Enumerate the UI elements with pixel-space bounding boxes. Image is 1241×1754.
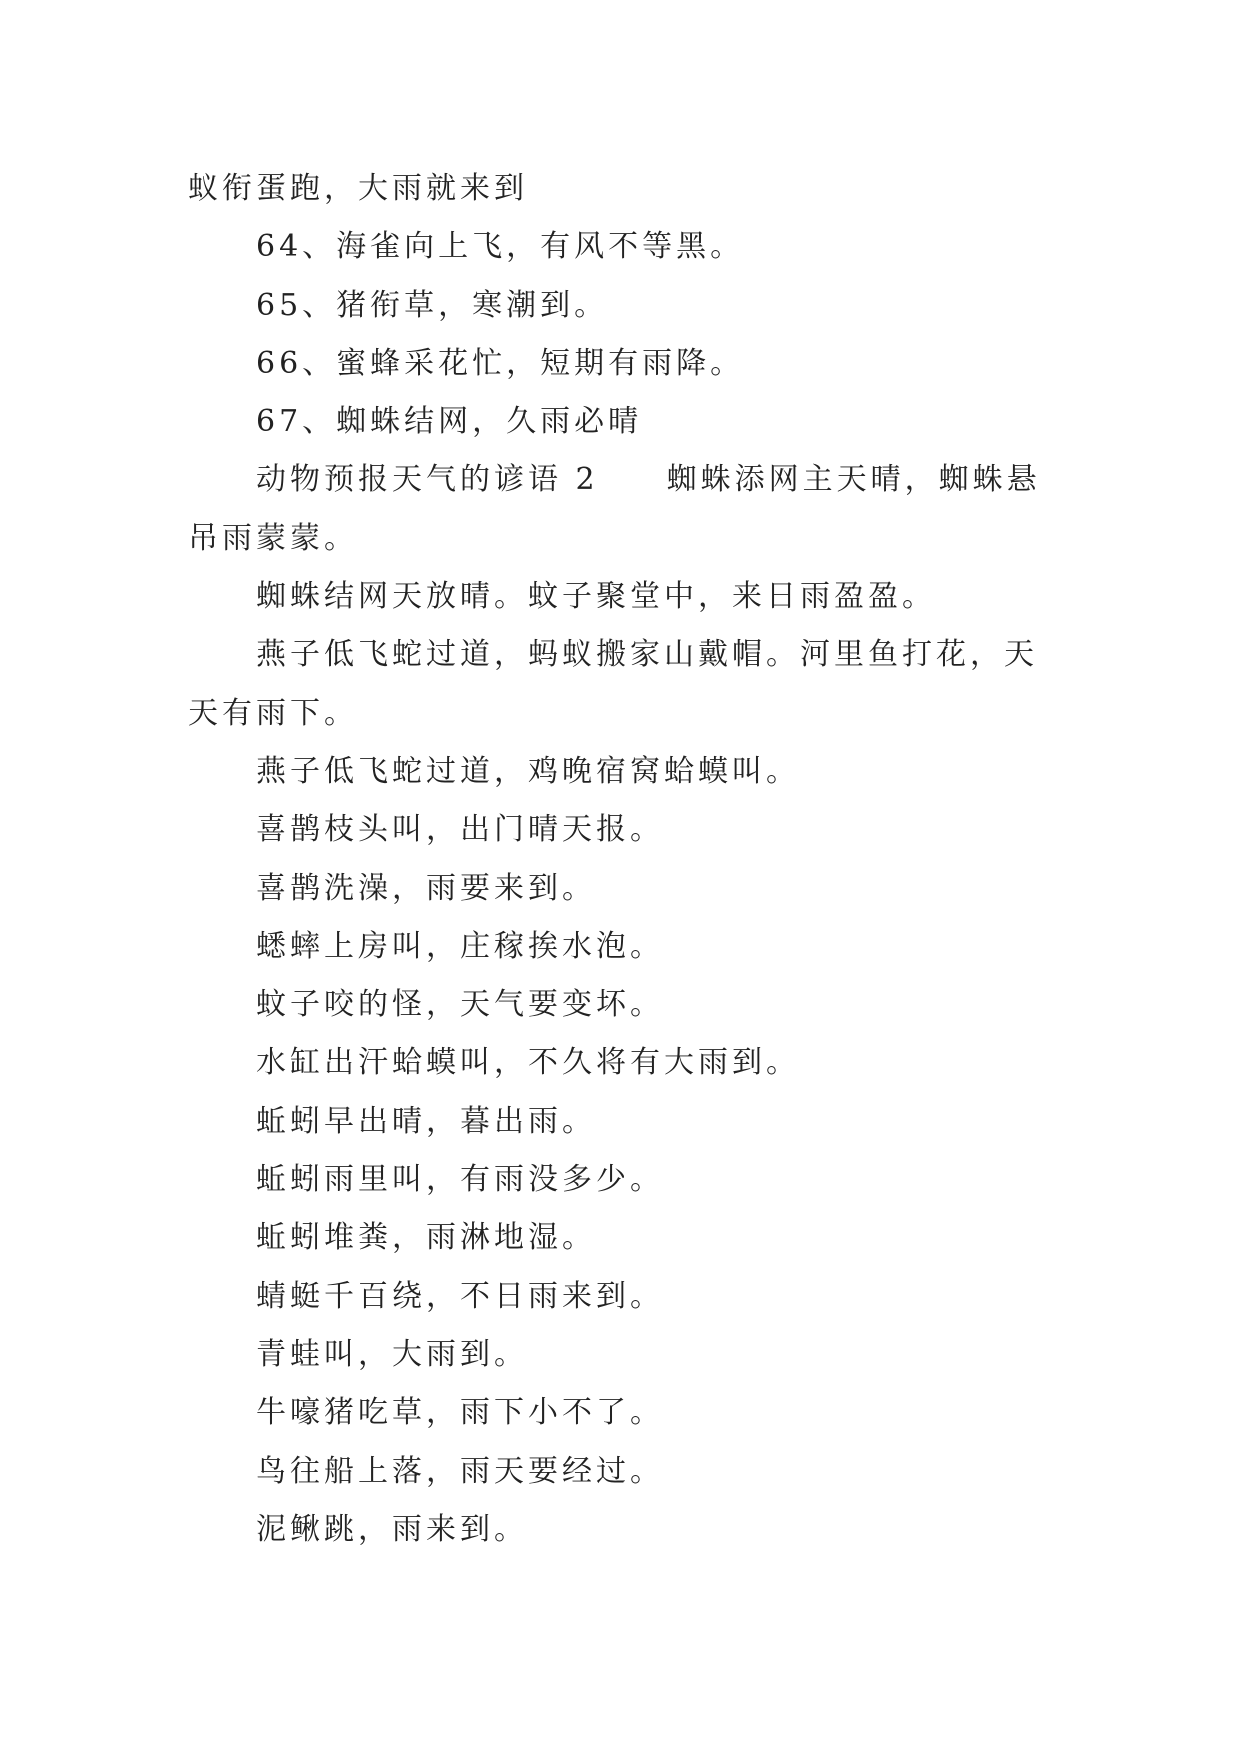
paragraph: 蚯蚓早出晴，暮出雨。 xyxy=(256,1103,596,1139)
paragraph: 牛嚎猪吃草，雨下小不了。 xyxy=(256,1395,664,1431)
section-heading-paragraph: 动物预报天气的谚语 2 蜘蛛添网主天晴，蜘蛛悬吊雨蒙蒙。 xyxy=(188,462,1041,556)
paragraph: 蜘蛛结网天放晴。蚊子聚堂中，来日雨盈盈。 xyxy=(256,579,936,615)
paragraph: 泥鳅跳，雨来到。 xyxy=(256,1511,528,1547)
paragraph: 蟋蟀上房叫，庄稼挨水泡。 xyxy=(256,928,664,964)
paragraph: 66、蜜蜂采花忙，短期有雨降。 xyxy=(256,345,745,381)
paragraph: 蚁衔蛋跑，大雨就来到 xyxy=(188,171,528,206)
paragraph: 65、猪衔草，寒潮到。 xyxy=(256,287,609,323)
paragraph: 蚯蚓雨里叫，有雨没多少。 xyxy=(256,1162,664,1198)
paragraph: 蚯蚓堆粪，雨淋地湿。 xyxy=(256,1220,596,1256)
document-body xyxy=(188,160,1058,1559)
paragraph: 鸟往船上落，雨天要经过。 xyxy=(256,1453,664,1489)
paragraph: 燕子低飞蛇过道，鸡晚宿窝蛤蟆叫。 xyxy=(256,753,800,789)
paragraph: 64、海雀向上飞，有风不等黑。 xyxy=(256,229,745,265)
paragraph: 蜻蜓千百绕，不日雨来到。 xyxy=(256,1278,664,1314)
paragraph: 水缸出汗蛤蟆叫，不久将有大雨到。 xyxy=(256,1045,800,1081)
paragraph: 喜鹊洗澡，雨要来到。 xyxy=(256,870,596,906)
paragraph: 喜鹊枝头叫，出门晴天报。 xyxy=(256,812,664,848)
paragraph: 67、蜘蛛结网，久雨必晴 xyxy=(256,404,643,440)
paragraph: 蚊子咬的怪，天气要变坏。 xyxy=(256,987,664,1023)
paragraph: 燕子低飞蛇过道，蚂蚁搬家山戴帽。河里鱼打花，天天有雨下。 xyxy=(188,637,1038,731)
paragraph: 青蛙叫，大雨到。 xyxy=(256,1336,528,1372)
